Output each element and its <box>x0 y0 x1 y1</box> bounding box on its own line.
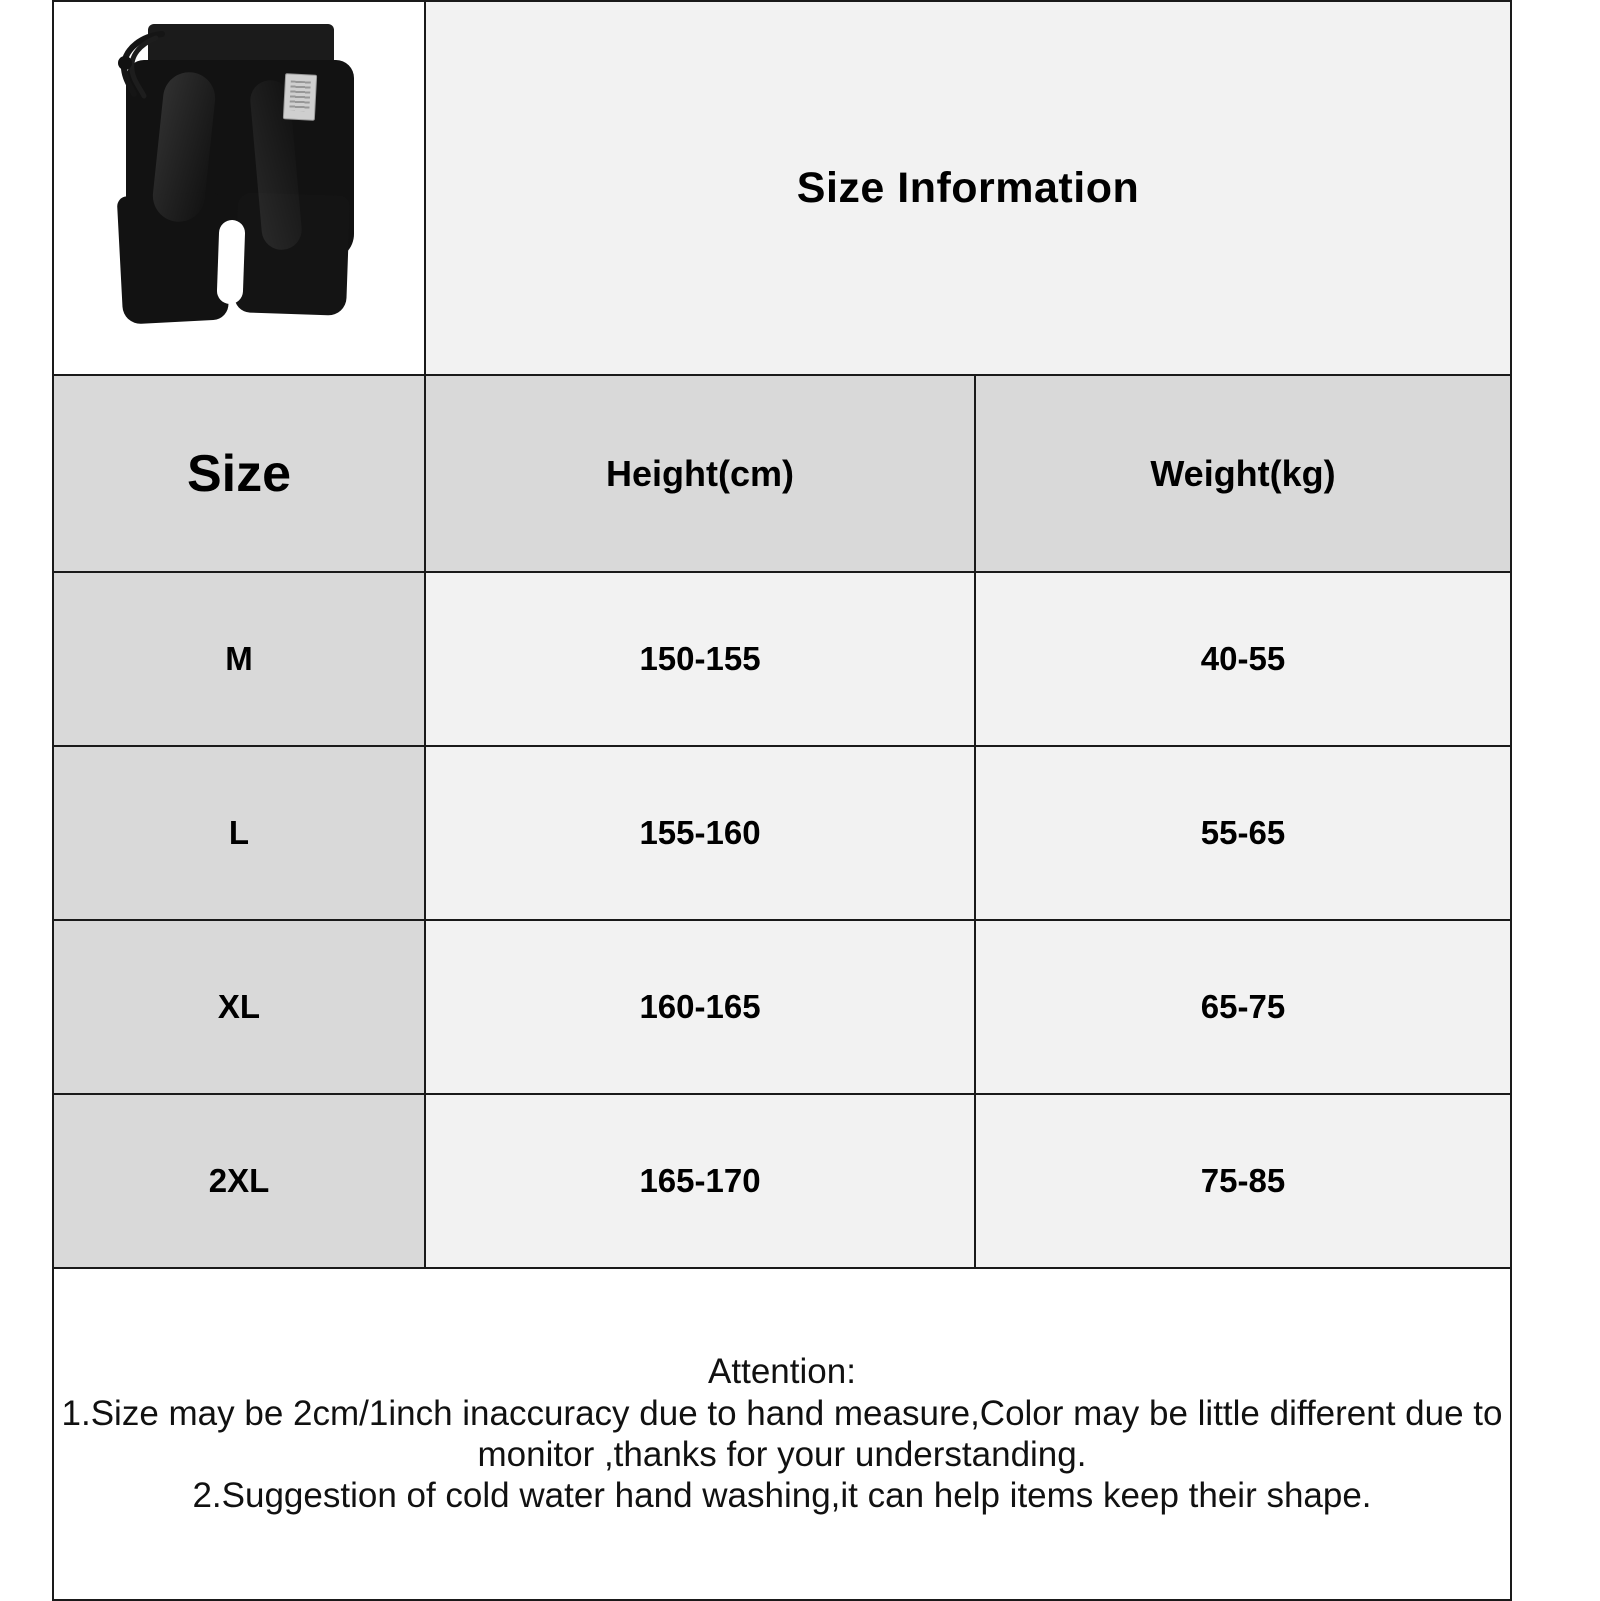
table-row <box>53 1094 1511 1268</box>
column-header-size: Size <box>53 375 425 572</box>
cell-height: 165-170 <box>425 1094 975 1268</box>
attention-note-1: 1.Size may be 2cm/1inch inaccuracy due to hand measure,Color may be little different due to monitor ,thanks for your understanding. <box>61 1393 1503 1474</box>
product-image-cell <box>53 1 425 375</box>
cell-weight: 40-55 <box>975 572 1511 746</box>
column-header-height: Height(cm) <box>425 375 975 572</box>
cell-weight: 65-75 <box>975 920 1511 1094</box>
cell-height: 150-155 <box>425 572 975 746</box>
attention-note-2: 2.Suggestion of cold water hand washing,it can help items keep their shape. <box>192 1476 1372 1516</box>
cell-height: 160-165 <box>425 920 975 1094</box>
cell-weight: 55-65 <box>975 746 1511 920</box>
drawstring-cord-icon <box>112 30 172 110</box>
shorts-illustration <box>106 24 368 324</box>
table-row <box>53 920 1511 1094</box>
page-title: Size Information <box>425 1 1511 375</box>
attention-row <box>53 1268 1511 1600</box>
attention-heading: Attention: <box>708 1352 856 1392</box>
cell-size: XL <box>53 920 425 1094</box>
cell-size: M <box>53 572 425 746</box>
cell-size: 2XL <box>53 1094 425 1268</box>
table-header-row <box>53 1 1511 375</box>
column-header-weight: Weight(kg) <box>975 375 1511 572</box>
cell-height: 155-160 <box>425 746 975 920</box>
size-information-table <box>52 0 1512 1601</box>
cell-weight: 75-85 <box>975 1094 1511 1268</box>
table-row <box>53 746 1511 920</box>
attention-block <box>53 1268 1511 1600</box>
shorts-inseam-gap <box>217 220 246 305</box>
brand-label-patch <box>283 73 317 121</box>
table-row <box>53 572 1511 746</box>
product-photo <box>54 2 424 374</box>
cell-size: L <box>53 746 425 920</box>
column-header-row <box>53 375 1511 572</box>
